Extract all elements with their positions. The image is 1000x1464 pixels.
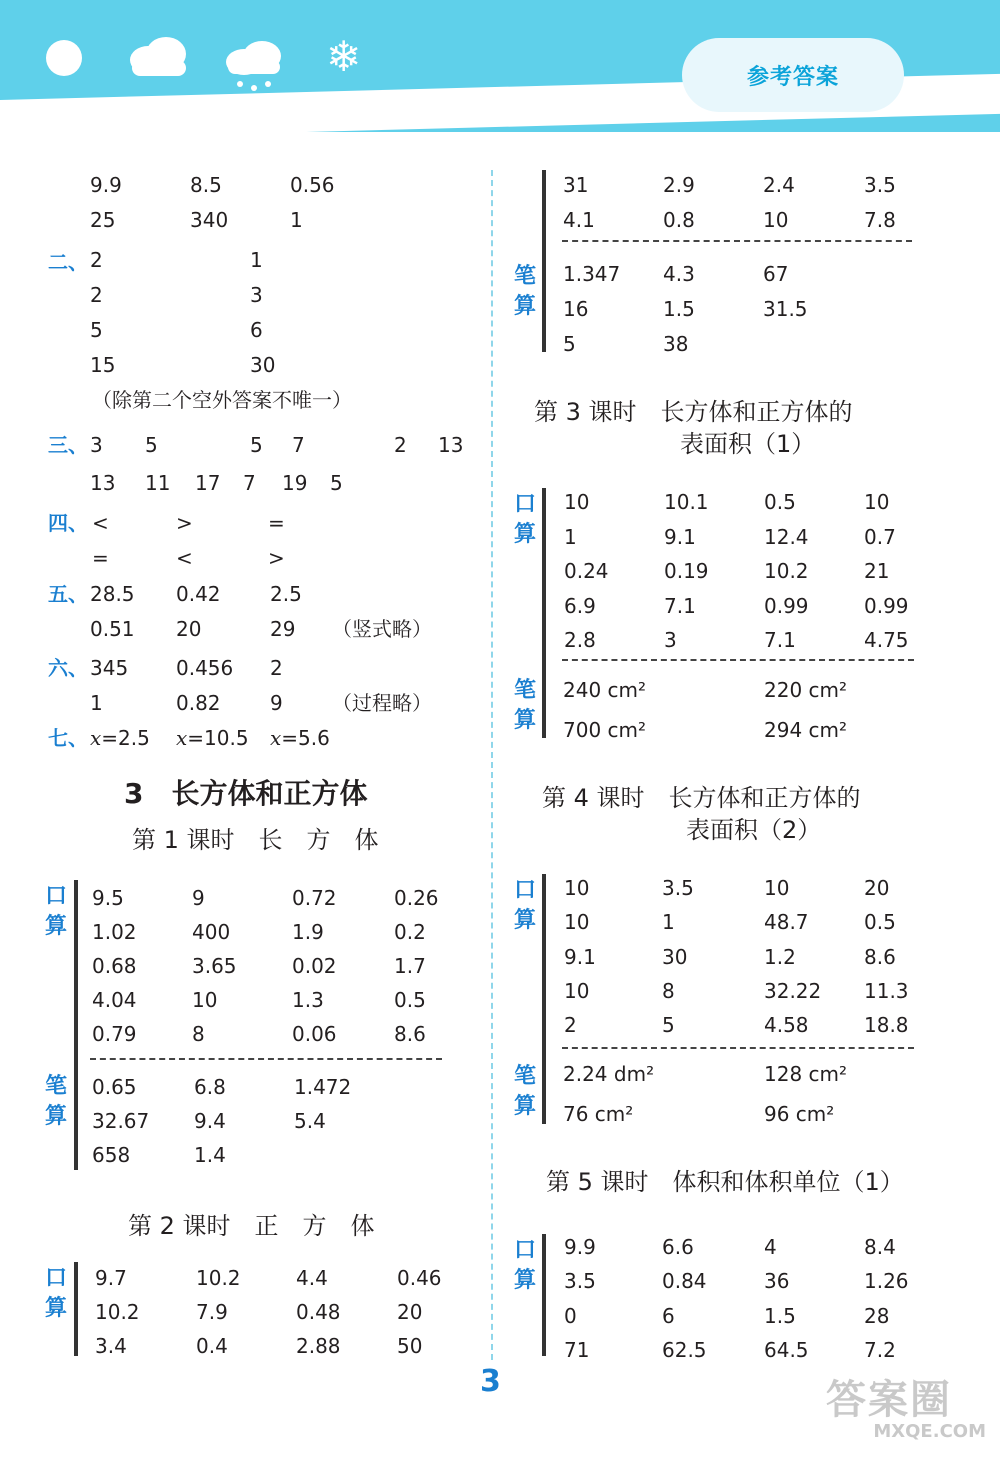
answer-cell: 20 <box>397 1300 423 1324</box>
answer-cell: 10 <box>564 490 590 514</box>
answer-cell: 10 <box>564 876 590 900</box>
bi-char: 算 <box>513 708 536 733</box>
answer-cell: 0.84 <box>662 1269 707 1294</box>
answer-cell: 1.7 <box>394 954 426 978</box>
answer-cell: 0.5 <box>764 490 796 514</box>
kou-label <box>513 876 537 936</box>
answer-cell: 294 cm² <box>764 718 848 742</box>
lesson-5-title: 第 5 课时 体积和体积单位（1） <box>546 1168 904 1196</box>
answer-cell: 9 <box>270 691 283 715</box>
answer-cell: 0.72 <box>292 886 337 910</box>
answer-cell: 0 <box>564 1303 577 1328</box>
answer-cell: 4.4 <box>296 1266 328 1290</box>
answer-cell: > <box>268 546 285 570</box>
answer-cell: 0.02 <box>292 954 337 978</box>
answer-cell: 6 <box>662 1303 675 1328</box>
kou-char: 口 <box>513 878 536 903</box>
answer-cell: 10 <box>764 876 790 900</box>
answer-cell: 11.3 <box>864 978 909 1003</box>
answer-cell: 1.472 <box>294 1075 352 1099</box>
lesson-1-title: 第 1 课时 长 方 体 <box>132 826 379 854</box>
answer-cell: 1.5 <box>764 1303 796 1328</box>
answer-cell: 1.2 <box>764 944 796 969</box>
answer-cell: 32.22 <box>764 978 822 1003</box>
answer-cell: 3 <box>250 283 263 307</box>
lesson-3-title-1: 第 3 课时 长方体和正方体的 <box>534 398 853 426</box>
variable-x: x <box>270 726 282 750</box>
answer-cell: 38 <box>663 332 689 356</box>
answer-cell: 0.24 <box>564 559 609 583</box>
answer-cell: 62.5 <box>662 1337 707 1362</box>
answer-cell: 2.88 <box>296 1334 341 1358</box>
answer-cell: 4.58 <box>764 1013 809 1038</box>
dashed-separator <box>562 240 912 242</box>
answer-cell: 7.1 <box>664 593 696 618</box>
kou-char: 口 <box>513 1238 536 1263</box>
answer-cell: 50 <box>397 1334 423 1358</box>
answer-cell: 345 <box>90 656 129 680</box>
answer-cell: 25 <box>90 208 116 232</box>
answer-cell: 9.1 <box>664 524 696 549</box>
kou-label <box>513 1236 537 1296</box>
answer-cell: 20 <box>864 876 890 900</box>
answer-cell: 8.6 <box>394 1022 426 1046</box>
answer-cell: 10 <box>564 978 590 1003</box>
answer-cell: 16 <box>563 297 589 321</box>
answer-cell: 0.8 <box>663 208 695 232</box>
answer-cell: 5.4 <box>294 1109 326 1133</box>
answer-cell: 5 <box>90 318 103 342</box>
answer-cell: 9.4 <box>194 1109 226 1133</box>
answer-cell: 6.9 <box>564 593 596 618</box>
column-divider <box>491 170 493 1360</box>
answer-cell: 2.5 <box>270 582 302 606</box>
answer-cell: 0.5 <box>394 988 426 1012</box>
answer-cell: 2 <box>564 1013 577 1038</box>
answer-cell: < <box>176 546 193 570</box>
answer-cell: 3.65 <box>192 954 237 978</box>
lesson-2-title: 第 2 课时 正 方 体 <box>128 1212 375 1240</box>
answer-cell: 2 <box>90 283 103 307</box>
answer-cell: 220 cm² <box>764 678 848 702</box>
lesson-3-title-2: 表面积（1） <box>680 430 816 458</box>
bi-label <box>44 1072 68 1132</box>
answer-cell: （过程略） <box>332 691 432 715</box>
answer-cell: 0.82 <box>176 691 221 715</box>
section-label-3: 三、 <box>48 433 88 457</box>
answer-cell: 1 <box>290 208 303 232</box>
answer-cell: 13 <box>438 433 464 457</box>
answer-cell: 0.5 <box>864 910 896 935</box>
answer-cell: 3.5 <box>864 173 896 197</box>
kou-label <box>44 1264 68 1324</box>
answer-cell: 1 <box>564 524 577 549</box>
answer-cell: 0.51 <box>90 617 135 641</box>
cloud-icon <box>126 34 190 80</box>
snowflake-icon: ❄ <box>326 32 362 81</box>
answer-cell: 29 <box>270 617 296 641</box>
kou-char: 算 <box>513 1268 536 1293</box>
answer-cell: 0.68 <box>92 954 137 978</box>
section-label-7: 七、 <box>48 726 88 750</box>
answer-cell: 8 <box>192 1022 205 1046</box>
answer-cell: 10 <box>763 208 789 232</box>
answer-cell: 31.5 <box>763 297 808 321</box>
answer-cell: 5 <box>563 332 576 356</box>
answer-cell: 0.79 <box>92 1022 137 1046</box>
answer-cell: 0.4 <box>196 1334 228 1358</box>
answer-cell: 0.46 <box>397 1266 442 1290</box>
variable-x: x <box>90 726 102 750</box>
answer-cell: 3 <box>90 433 103 457</box>
answer-cell: 4.75 <box>864 628 909 652</box>
answer-cell: 96 cm² <box>764 1102 835 1126</box>
equation <box>176 728 249 748</box>
section-label-2: 二、 <box>48 250 88 274</box>
answer-cell: 340 <box>190 208 229 232</box>
answer-cell: 12.4 <box>764 524 809 549</box>
answer-cell: 1 <box>90 691 103 715</box>
answer-cell: 4.1 <box>563 208 595 232</box>
answer-cell: 5 <box>145 433 158 457</box>
answer-cell: 1.26 <box>864 1269 909 1294</box>
section-bar <box>542 488 546 738</box>
answer-cell: 0.42 <box>176 582 221 606</box>
answer-cell: 2.24 dm² <box>563 1062 655 1086</box>
answer-cell: 0.99 <box>864 593 909 618</box>
answer-cell: 658 <box>92 1143 131 1167</box>
answer-cell: > <box>176 511 193 535</box>
answer-cell: 31 <box>563 173 589 197</box>
answer-cell: 5 <box>662 1013 675 1038</box>
bi-char: 算 <box>513 1094 536 1119</box>
answer-cell: 9 <box>192 886 205 910</box>
answer-cell: 10 <box>192 988 218 1012</box>
answer-cell: 0.2 <box>394 920 426 944</box>
answer-cell: 30 <box>250 353 276 377</box>
answer-badge-text: 参考答案 <box>746 64 839 90</box>
answer-cell: 0.19 <box>664 559 709 583</box>
answer-cell: 6.8 <box>194 1075 226 1099</box>
answer-cell: 8 <box>662 978 675 1003</box>
answer-cell: 9.9 <box>90 173 122 197</box>
answer-cell: 3 <box>664 628 677 652</box>
answer-cell: 10.2 <box>95 1300 140 1324</box>
unit-title: 3 长方体和正方体 <box>124 777 368 810</box>
answer-cell: 10 <box>864 490 890 514</box>
answer-cell: （竖式略） <box>332 617 432 641</box>
answer-cell: 1.3 <box>292 988 324 1012</box>
answer-cell: 2 <box>394 433 407 457</box>
answer-cell: 2.4 <box>763 173 795 197</box>
answer-cell: 4 <box>764 1235 777 1259</box>
answer-cell: 9.5 <box>92 886 124 910</box>
section-bar <box>74 1262 78 1356</box>
answer-cell: 21 <box>864 559 890 583</box>
answer-badge <box>682 38 904 112</box>
kou-char: 口 <box>513 492 536 517</box>
bi-label <box>513 676 537 736</box>
section-label-5: 五、 <box>48 582 88 606</box>
answer-cell: 0.456 <box>176 656 234 680</box>
answer-cell: 0.48 <box>296 1300 341 1324</box>
answer-cell: 6 <box>250 318 263 342</box>
answer-cell: 17 <box>195 471 221 495</box>
variable-x: x <box>176 726 188 750</box>
answer-cell: 2.8 <box>564 628 596 652</box>
bi-char: 笔 <box>513 678 536 703</box>
answer-cell: 7.9 <box>196 1300 228 1324</box>
answer-cell: 28 <box>864 1303 890 1328</box>
bi-char: 笔 <box>513 1064 536 1089</box>
page-number: 3 <box>480 1364 501 1399</box>
answer-cell: 15 <box>90 353 116 377</box>
answer-cell: 10.2 <box>764 559 809 583</box>
bi-label <box>513 262 537 322</box>
kou-char: 口 <box>44 884 67 909</box>
section-bar <box>74 880 78 1170</box>
answer-cell: 10.1 <box>664 490 709 514</box>
answer-cell: 0.7 <box>864 524 896 549</box>
answer-cell: 7.1 <box>764 628 796 652</box>
answer-cell: 3.5 <box>564 1269 596 1294</box>
answer-cell: 20 <box>176 617 202 641</box>
section-bar <box>542 1234 546 1356</box>
section-label-6: 六、 <box>48 656 88 680</box>
answer-cell: 3.4 <box>95 1334 127 1358</box>
answer-cell: 11 <box>145 471 171 495</box>
answer-cell: 7.2 <box>864 1337 896 1362</box>
kou-label <box>44 882 68 942</box>
answer-cell: 8.4 <box>864 1235 896 1259</box>
answer-cell: 0.65 <box>92 1075 137 1099</box>
answer-cell: 13 <box>90 471 116 495</box>
answer-cell: 32.67 <box>92 1109 150 1133</box>
answer-cell: 9.7 <box>95 1266 127 1290</box>
answer-cell: 3.5 <box>662 876 694 900</box>
answer-cell: 18.8 <box>864 1013 909 1038</box>
answer-cell: 48.7 <box>764 910 809 935</box>
kou-char: 算 <box>513 908 536 933</box>
answer-cell: 71 <box>564 1337 590 1362</box>
answer-cell: 1.347 <box>563 262 621 286</box>
watermark <box>826 1378 986 1444</box>
answer-cell: 1 <box>662 910 675 935</box>
answer-cell: 2 <box>90 248 103 272</box>
section-label-4: 四、 <box>48 511 88 535</box>
section-bar <box>542 170 546 352</box>
answer-cell: 8.5 <box>190 173 222 197</box>
kou-char: 算 <box>44 1296 67 1321</box>
answer-cell: 64.5 <box>764 1337 809 1362</box>
section-bar <box>542 874 546 1124</box>
answer-cell: 28.5 <box>90 582 135 606</box>
answer-cell: 8.6 <box>864 944 896 969</box>
answer-cell: 76 cm² <box>563 1102 634 1126</box>
bi-label <box>513 1062 537 1122</box>
answer-cell: 1.9 <box>292 920 324 944</box>
equation <box>270 728 330 748</box>
kou-char: 口 <box>44 1266 67 1291</box>
bi-char: 笔 <box>513 264 536 289</box>
watermark-main: 答案圈 <box>826 1377 952 1423</box>
answer-cell: 9.1 <box>564 944 596 969</box>
rain-cloud-icon <box>222 40 286 94</box>
answer-cell: 128 cm² <box>764 1062 848 1086</box>
answer-cell: = <box>268 511 285 535</box>
answer-cell: 10.2 <box>196 1266 241 1290</box>
bi-char: 算 <box>44 1104 67 1129</box>
answer-cell: 1.5 <box>663 297 695 321</box>
answer-cell: 1.4 <box>194 1143 226 1167</box>
answer-cell: 4.3 <box>663 262 695 286</box>
answer-cell: 10 <box>564 910 590 935</box>
answer-cell: 0.06 <box>292 1022 337 1046</box>
answer-cell: = <box>92 546 109 570</box>
answer-cell: 1 <box>250 248 263 272</box>
answer-cell: 2.9 <box>663 173 695 197</box>
answer-cell: 7.8 <box>864 208 896 232</box>
answer-cell: 400 <box>192 920 231 944</box>
bi-char: 笔 <box>44 1074 67 1099</box>
equation-value: =5.6 <box>281 726 330 750</box>
equation-value: =2.5 <box>101 726 150 750</box>
answer-cell: 5 <box>250 433 263 457</box>
lesson-4-title-2: 表面积（2） <box>686 816 822 844</box>
bi-char: 算 <box>513 294 536 319</box>
sun-icon <box>46 40 82 76</box>
answer-cell: 30 <box>662 944 688 969</box>
answer-cell: 2 <box>270 656 283 680</box>
answer-cell: 0.56 <box>290 173 335 197</box>
answer-cell: 19 <box>282 471 308 495</box>
note-text: （除第二个空外答案不唯一） <box>92 388 352 412</box>
dashed-separator <box>90 1058 442 1060</box>
answer-cell: < <box>92 511 109 535</box>
answer-cell: 5 <box>330 471 343 495</box>
dashed-separator <box>562 659 914 661</box>
answer-cell: 240 cm² <box>563 678 647 702</box>
answer-cell: 7 <box>243 471 256 495</box>
kou-char: 算 <box>44 914 67 939</box>
answer-cell: 7 <box>292 433 305 457</box>
kou-label <box>513 490 537 550</box>
watermark-sub: MXQE.COM <box>873 1421 986 1442</box>
answer-cell: 1.02 <box>92 920 137 944</box>
dashed-separator <box>562 1047 914 1049</box>
answer-cell: 700 cm² <box>563 718 647 742</box>
equation-value: =10.5 <box>187 726 249 750</box>
answer-cell: 36 <box>764 1269 790 1294</box>
answer-cell: 0.26 <box>394 886 439 910</box>
answer-cell: 67 <box>763 262 789 286</box>
answer-cell: 6.6 <box>662 1235 694 1259</box>
answer-cell: 0.99 <box>764 593 809 618</box>
lesson-4-title-1: 第 4 课时 长方体和正方体的 <box>542 784 861 812</box>
answer-cell: 4.04 <box>92 988 137 1012</box>
kou-char: 算 <box>513 522 536 547</box>
answer-cell: 9.9 <box>564 1235 596 1259</box>
equation <box>90 728 150 748</box>
